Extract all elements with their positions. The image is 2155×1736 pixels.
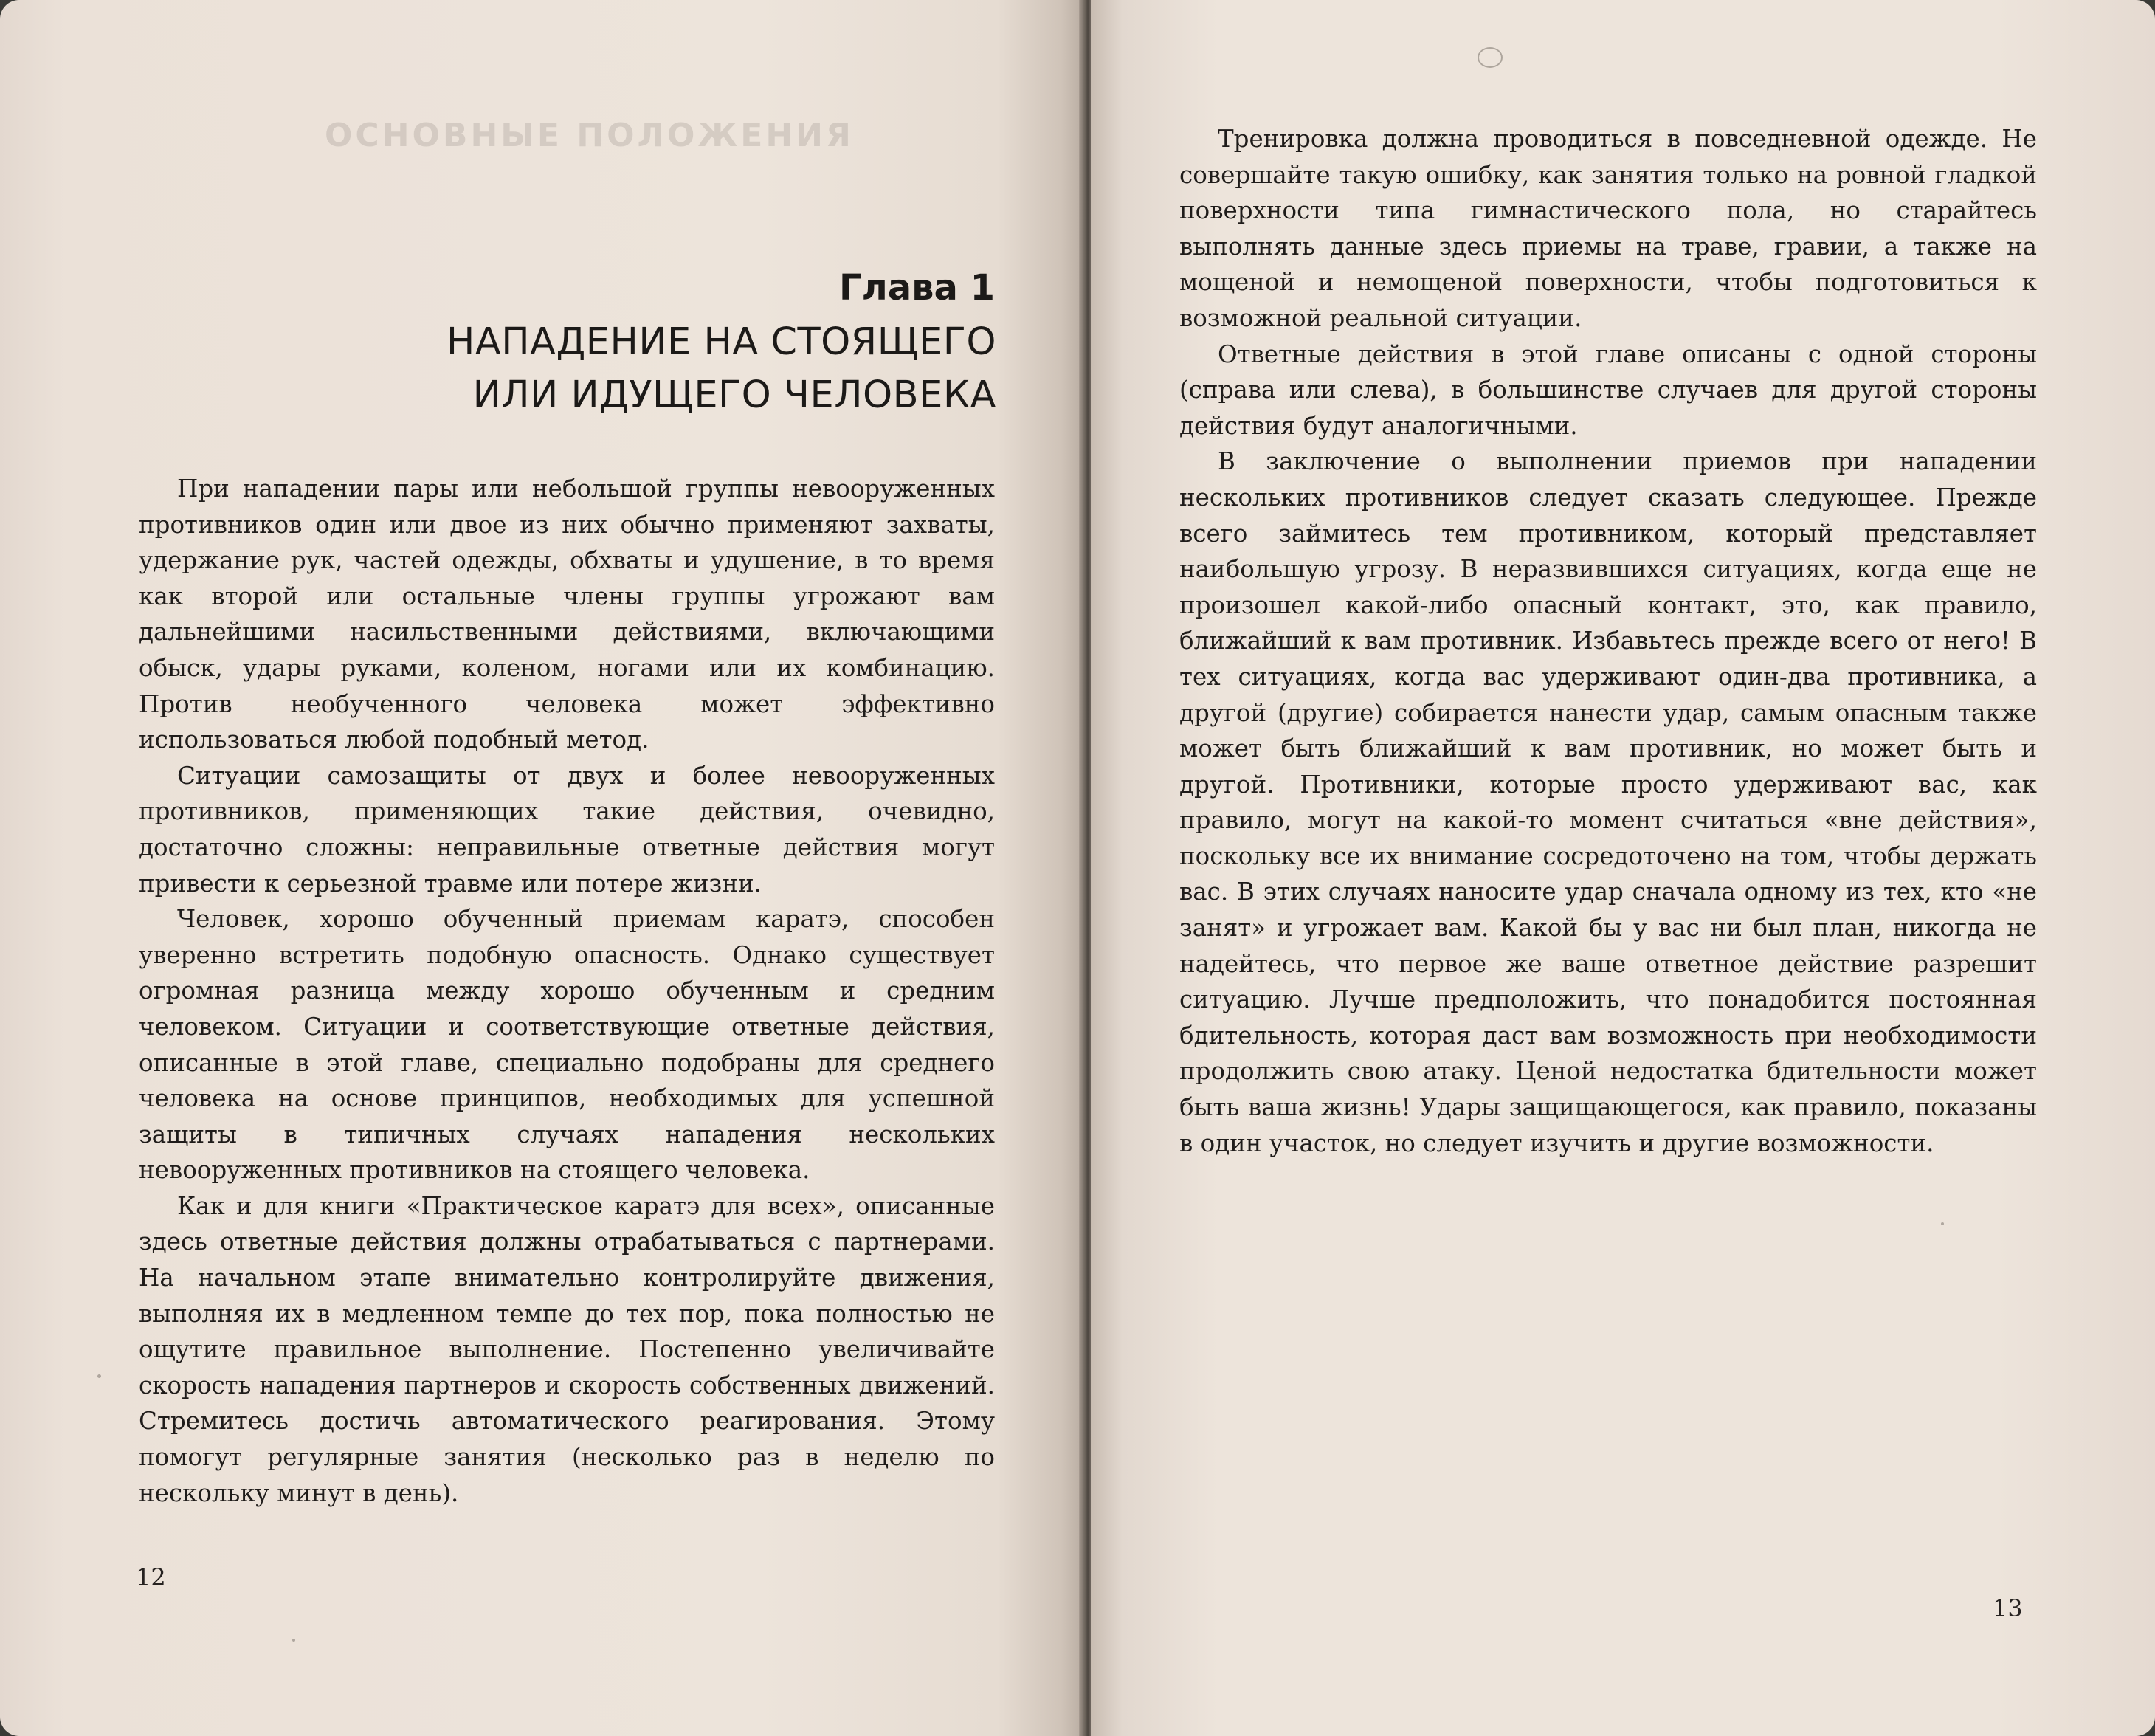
show-through-heading: ОСНОВНЫЕ ПОЛОЖЕНИЯ <box>325 117 854 154</box>
left-paragraph-2: Ситуации самозащиты от двух и более невооруженных противников, применяющих такие действия, очевидно, достаточно сложны: неправильные ответные действия могут привести к серьезной травме или потере жизни. <box>139 761 995 898</box>
chapter-title-line-2: ИЛИ ИДУЩЕГО ЧЕЛОВЕКА <box>472 373 996 417</box>
paper-speck <box>1941 1222 1944 1225</box>
right-body-text <box>1179 121 2037 1161</box>
paper-speck <box>97 1374 101 1378</box>
left-paragraph-3: Человек, хорошо обученный приемам каратэ, способен уверенно встретить подобную опасность. Однако существует огромная разница между хорошо обученным и средним человеком. Ситуации и соответствующие ответные действия, описанные в этой главе, специально подобраны для среднего человека на основе принципов, необходимых для успешной защиты в типичных случаях нападения нескольких невооруженных противников на стоящего человека. <box>139 905 995 1185</box>
page-number-left: 12 <box>136 1563 166 1591</box>
chapter-title-line-1: НАПАДЕНИЕ НА СТОЯЩЕГО <box>446 320 996 364</box>
paper-mark <box>1478 47 1503 68</box>
chapter-label: Глава 1 <box>838 267 995 309</box>
right-paragraph-1: Тренировка должна проводиться в повседневной одежде. Не совершайте такую ошибку, как занятия только на ровной гладкой поверхности типа гимнастического пола, но старайтесь выполнять данные здесь приемы на траве, гравии, а также на мощеной и немощеной поверхности, чтобы подготовиться к возможной реальной ситуации. <box>1179 125 2037 332</box>
page-number-right: 13 <box>1993 1594 2023 1622</box>
right-paragraph-3: В заключение о выполнении приемов при нападении нескольких противников следует сказать следующее. Прежде всего займитесь тем противником, который представляет наибольшую угрозу. В неразвившихся ситуациях, когда еще не произошел какой-либо опасный контакт, это, как правило, ближайший к вам противник. Избавьтесь прежде всего от него! В тех ситуациях, когда вас удерживают один-два противника, а другой (другие) собирается нанести удар, самым опасным также может быть ближайший к вам противник, но может быть и другой. Противники, которые просто удерживают вас, как правило, могут на какой-то момент считаться «вне действия», поскольку все их внимание сосредоточено на том, чтобы держать вас. В этих случаях наносите удар сначала одному из тех, кто «не занят» и угрожает вам. Какой бы у вас ни был план, никогда не надейтесь, что первое же ваше ответное действие разрешит ситуацию. Лучше предположить, что понадобится постоянная бдительность, которая даст вам возможность при необходимости продолжить свою атаку. Ценой недостатка бдительности может быть ваша жизнь! Удары защищающегося, как правило, показаны в один участок, но следует изучить и другие возможности. <box>1179 447 2037 1157</box>
chapter-title <box>446 316 996 422</box>
left-paragraph-4: Как и для книги «Практическое каратэ для всех», описанные здесь ответные действия должны отрабатываться с партнерами. На начальном этапе внимательно контролируйте движения, выполняя их в медленном темпе до тех пор, пока полностью не ощутите правильное выполнение. Постепенно увеличивайте скорость нападения партнеров и скорость собственных движений. Стремитесь достичь автоматического реагирования. Этому помогут регулярные занятия (несколько раз в неделю по нескольку минут в день). <box>139 1191 995 1507</box>
paper-speck <box>292 1639 295 1642</box>
left-paragraph-1: При нападении пары или небольшой группы невооруженных противников один или двое из них обычно применяют захваты, удержание рук, частей одежды, обхваты и удушение, в то время как второй или остальные члены группы угрожают вам дальнейшими насильственными действиями, включающими обыск, удары руками, коленом, ногами или их комбинацию. Против необученного человека может эффективно использоваться любой подобный метод. <box>139 475 995 754</box>
right-paragraph-2: Ответные действия в этой главе описаны с одной стороны (справа или слева), в большинстве случаев для другой стороны действия будут аналогичными. <box>1179 340 2037 440</box>
left-body-text <box>139 471 995 1511</box>
